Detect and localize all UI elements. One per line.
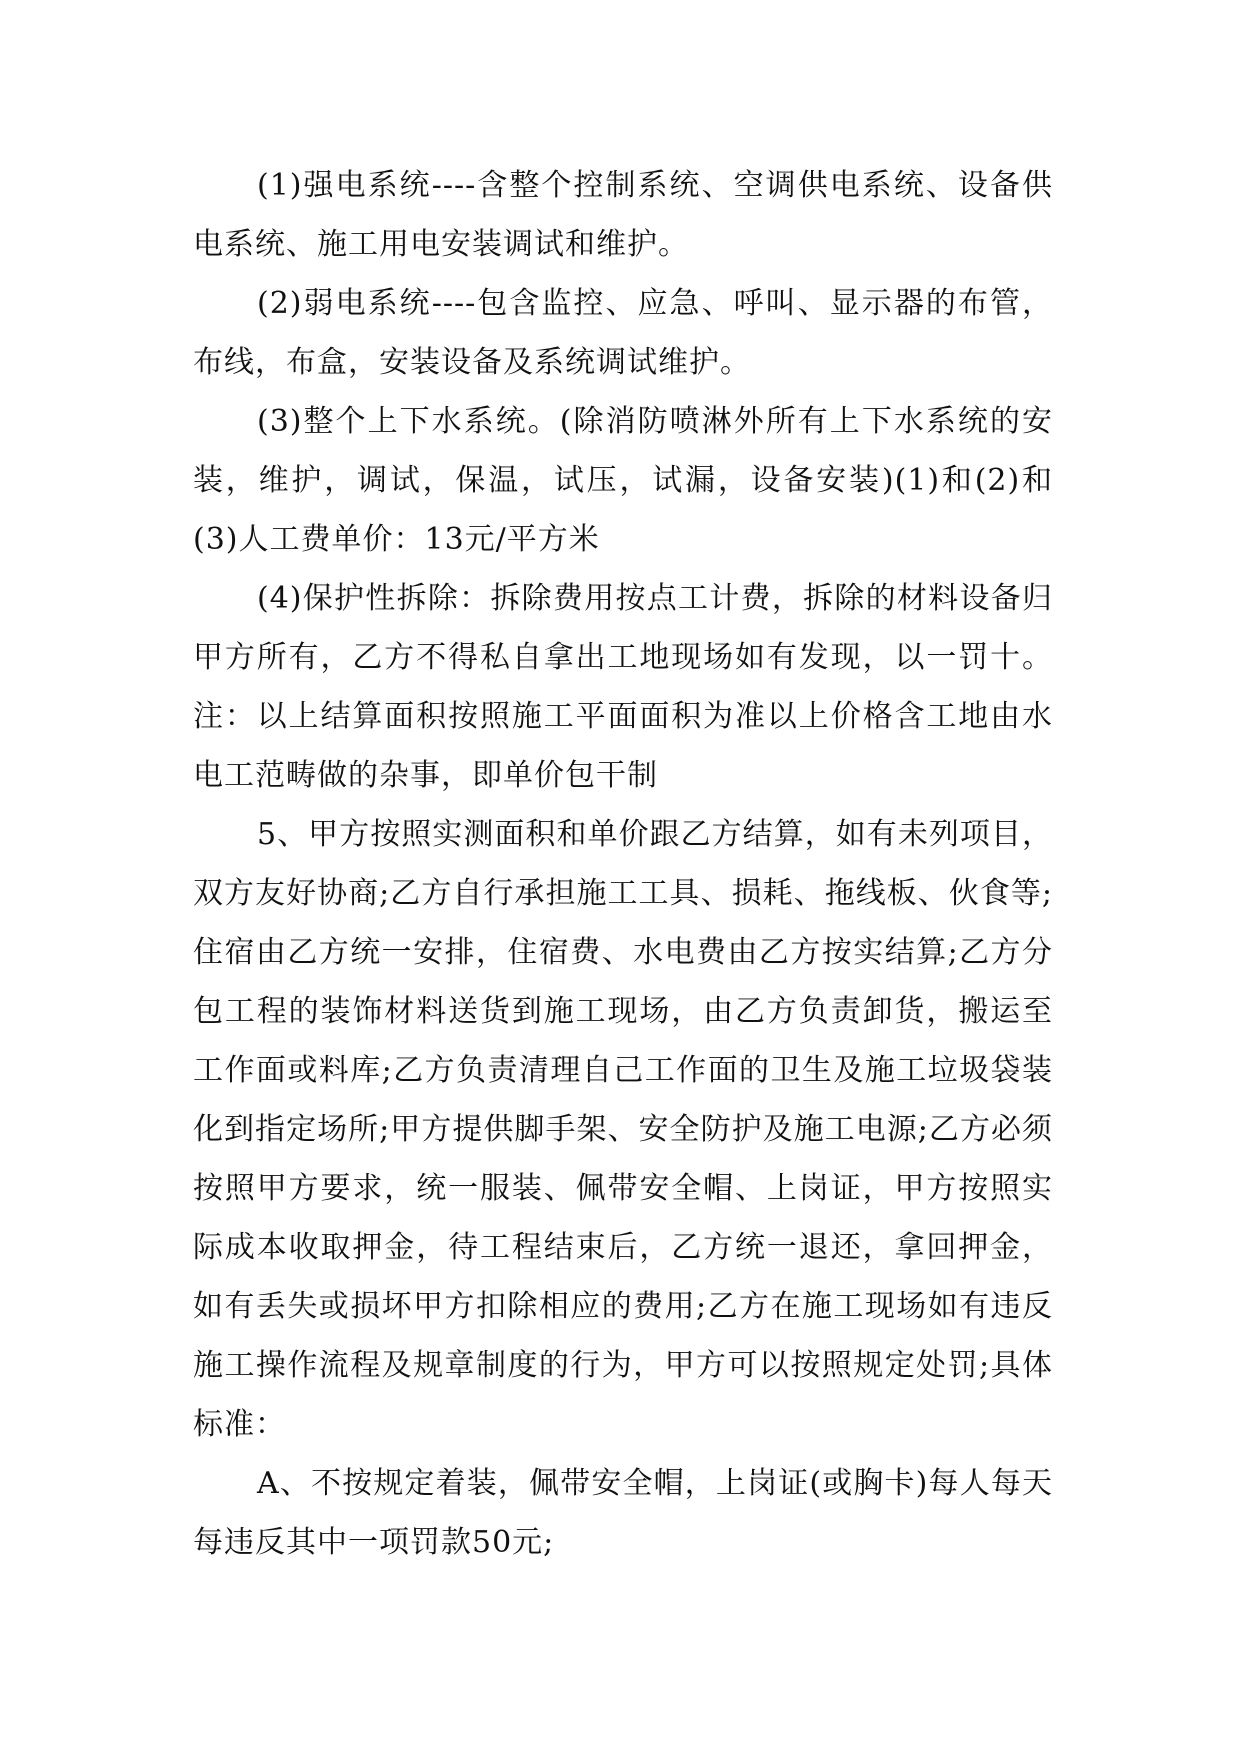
paragraph-penalty-a: A、不按规定着装，佩带安全帽，上岗证(或胸卡)每人每天每违反其中一项罚款50元;: [193, 1466, 1053, 1560]
paragraph-weak-power-system: (2)弱电系统----包含监控、应急、呼叫、显示器的布管，布线，布盒，安装设备及系统调试维护。: [193, 286, 1053, 380]
paragraph-protective-demolition: (4)保护性拆除：拆除费用按点工计费，拆除的材料设备归甲方所有，乙方不得私自拿出工地现场如有发现，以一罚十。注：以上结算面积按照施工平面面积为准以上价格含工地由水电工范畴做的杂事，即单价包干制: [193, 581, 1053, 793]
paragraph-strong-power-system: (1)强电系统----含整个控制系统、空调供电系统、设备供电系统、施工用电安装调试和维护。: [193, 168, 1053, 262]
paragraph-settlement-terms: 5、甲方按照实测面积和单价跟乙方结算，如有未列项目，双方友好协商;乙方自行承担施工工具、损耗、拖线板、伙食等;住宿由乙方统一安排，住宿费、水电费由乙方按实结算;乙方分包工程的装饰材料送货到施工现场，由乙方负责卸货，搬运至工作面或料库;乙方负责清理自己工作面的卫生及施工垃圾袋装化到指定场所;甲方提供脚手架、安全防护及施工电源;乙方必须按照甲方要求，统一服装、佩带安全帽、上岗证，甲方按照实际成本收取押金，待工程结束后，乙方统一退还，拿回押金，如有丢失或损坏甲方扣除相应的费用;乙方在施工现场如有违反施工操作流程及规章制度的行为，甲方可以按照规定处罚;具体标准：: [193, 817, 1053, 1442]
paragraph-water-system: (3)整个上下水系统。(除消防喷淋外所有上下水系统的安装，维护，调试，保温，试压，试漏，设备安装)(1)和(2)和(3)人工费单价：13元/平方米: [193, 404, 1053, 557]
document-body: [193, 156, 1053, 1572]
